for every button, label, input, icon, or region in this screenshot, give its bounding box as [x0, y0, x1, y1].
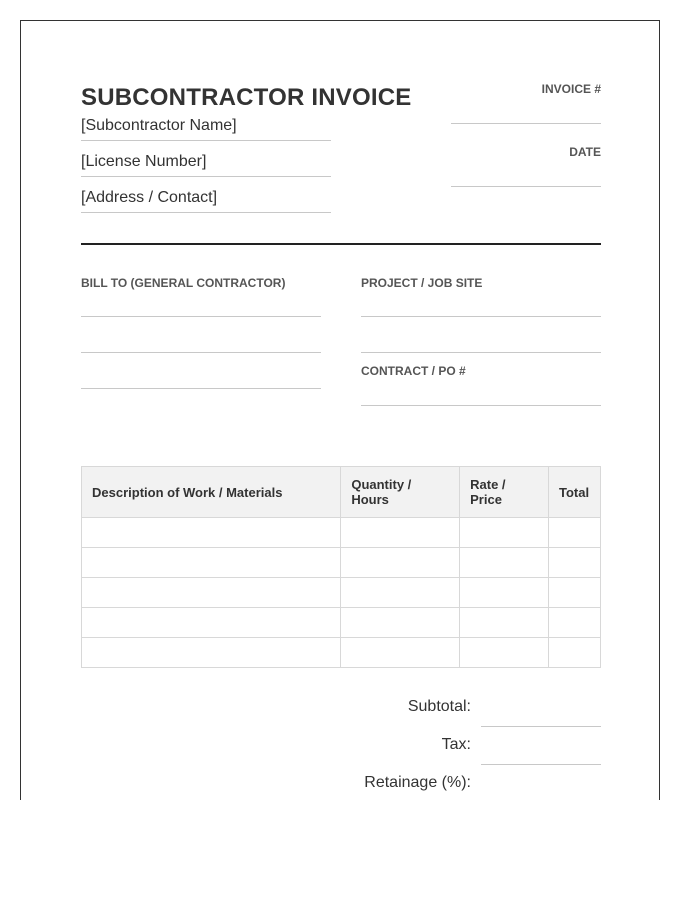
table-row — [82, 548, 601, 578]
subtotal-input[interactable] — [481, 726, 601, 727]
table-cell[interactable] — [82, 638, 341, 668]
table-row — [82, 578, 601, 608]
column-header-quantity: Quantity / Hours — [341, 467, 460, 518]
invoice-number-label: INVOICE # — [541, 82, 601, 96]
project-job-site-label: PROJECT / JOB SITE — [361, 276, 483, 290]
line-items-table — [81, 466, 601, 668]
bill-to-line-3[interactable] — [81, 388, 321, 389]
table-cell[interactable] — [341, 638, 460, 668]
header-divider — [81, 243, 601, 245]
address-contact-underline — [81, 212, 331, 213]
contract-po-input[interactable] — [361, 405, 601, 406]
project-line-1[interactable] — [361, 316, 601, 317]
tax-input[interactable] — [481, 764, 601, 765]
table-row — [82, 518, 601, 548]
contract-po-label: CONTRACT / PO # — [361, 364, 466, 378]
table-row — [82, 638, 601, 668]
table-cell[interactable] — [548, 578, 600, 608]
project-line-2[interactable] — [361, 352, 601, 353]
invoice-number-input[interactable] — [451, 123, 601, 124]
address-contact-field[interactable]: [Address / Contact] — [81, 189, 218, 206]
table-cell[interactable] — [548, 518, 600, 548]
license-number-field[interactable]: [License Number] — [81, 153, 207, 170]
table-cell[interactable] — [82, 608, 341, 638]
date-input[interactable] — [451, 186, 601, 187]
table-cell[interactable] — [460, 608, 549, 638]
table-cell[interactable] — [548, 638, 600, 668]
invoice-title: SUBCONTRACTOR INVOICE — [81, 84, 412, 111]
table-cell[interactable] — [460, 548, 549, 578]
table-cell[interactable] — [82, 518, 341, 548]
bill-to-line-2[interactable] — [81, 352, 321, 353]
table-cell[interactable] — [460, 638, 549, 668]
table-row — [82, 608, 601, 638]
table-cell[interactable] — [548, 608, 600, 638]
column-header-rate: Rate / Price — [460, 467, 549, 518]
table-cell[interactable] — [460, 518, 549, 548]
table-cell[interactable] — [82, 578, 341, 608]
table-cell[interactable] — [341, 608, 460, 638]
invoice-sheet — [20, 20, 660, 800]
bill-to-line-1[interactable] — [81, 316, 321, 317]
subtotal-label: Subtotal: — [407, 698, 471, 715]
bill-to-label: BILL TO (GENERAL CONTRACTOR) — [81, 276, 286, 290]
table-cell[interactable] — [341, 518, 460, 548]
table-cell[interactable] — [82, 548, 341, 578]
date-label: DATE — [569, 145, 601, 159]
license-number-underline — [81, 176, 331, 177]
retainage-label: Retainage (%): — [364, 774, 471, 791]
subcontractor-name-underline — [81, 140, 331, 141]
tax-label: Tax: — [441, 736, 471, 753]
subcontractor-name-field[interactable]: [Subcontractor Name] — [81, 117, 237, 134]
table-cell[interactable] — [341, 578, 460, 608]
table-header-row — [82, 467, 601, 518]
table-cell[interactable] — [341, 548, 460, 578]
table-cell[interactable] — [460, 578, 549, 608]
column-header-total: Total — [548, 467, 600, 518]
column-header-description: Description of Work / Materials — [82, 467, 341, 518]
table-cell[interactable] — [548, 548, 600, 578]
